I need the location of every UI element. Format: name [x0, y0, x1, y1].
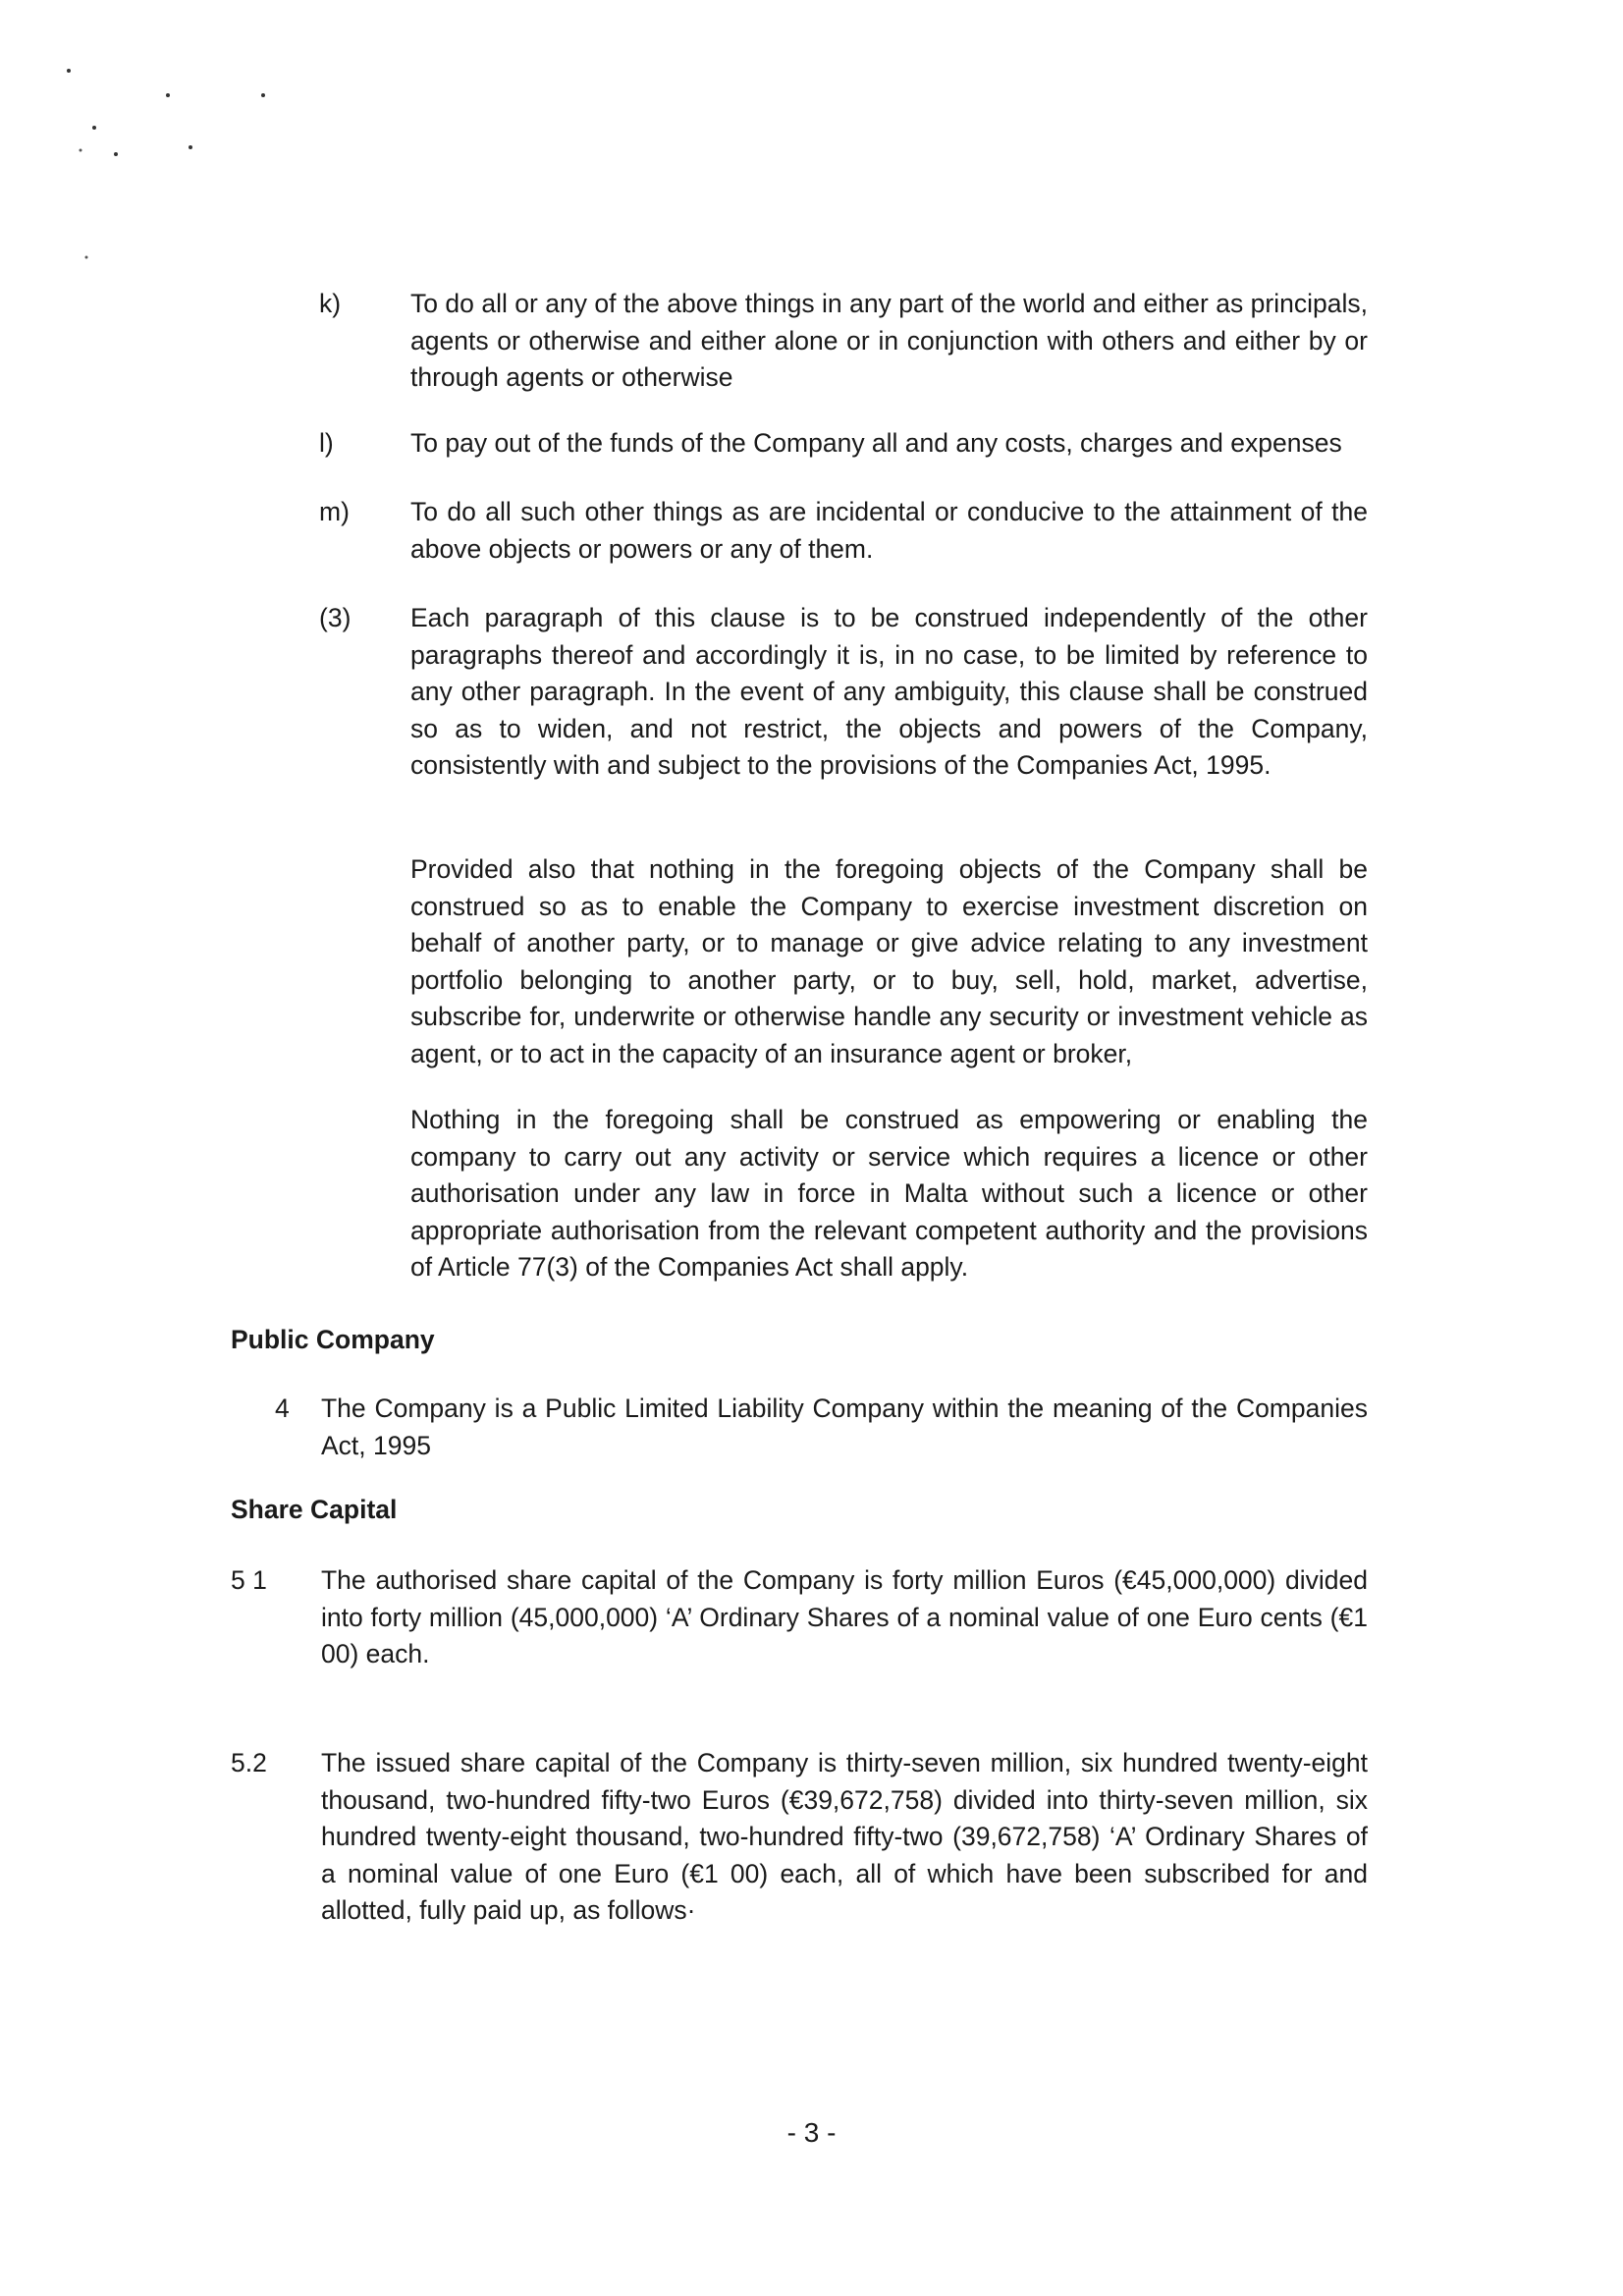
clause-m-text: To do all such other things as are incidental or conducive to the attainment of the above objects or powers or any of them.	[410, 497, 1368, 564]
clause-k-label: k)	[319, 289, 342, 318]
page-number: - 3 -	[786, 2117, 837, 2148]
clause-m-label: m)	[319, 497, 350, 526]
clause-4-text: The Company is a Public Limited Liability Company within the meaning of the Companies Act, 1995	[321, 1394, 1368, 1460]
clause-5-1-text: The authorised share capital of the Company is forty million Euros (€45,000,000) divided into forty million (45,000,000) ‘A’ Ordinary Shares of a nominal value of one Euro cents (€1 00) each.	[321, 1565, 1368, 1668]
scan-specks	[0, 0, 314, 295]
clause-k-text: To do all or any of the above things in any part of the world and either as principals, agents or otherwise and either alone or in conjunction with others and either by or through agents or otherwise	[410, 289, 1368, 392]
clause-3-text: Each paragraph of this clause is to be construed independently of the other paragraphs thereof and accordingly it is, in no case, to be limited by reference to any other paragraph. In the event of any ambiguity, this clause shall be construed so as to widen, and not restrict, the objects and powers of the Company, consistently with and subject to the provisions of the Companies Act, 1995.	[410, 603, 1368, 780]
clause-5-2-text: The issued share capital of the Company is thirty-seven million, six hundred twenty-eight thousand, two-hundred fifty-two Euros (€39,672,758) divided into thirty-seven million, six hundred twenty-eight thousand, two-hundred fifty-two (39,672,758) ‘A’ Ordinary Shares of a nominal value of one Euro (€1 00) each, all of which have been subscribed for and allotted, fully paid up, as follows·	[321, 1748, 1368, 1925]
share-capital-heading: Share Capital	[231, 1495, 398, 1524]
clause-4-label: 4	[275, 1394, 290, 1423]
clause-l-label: l)	[319, 428, 334, 458]
clause-l-text: To pay out of the funds of the Company all and any costs, charges and expenses	[410, 428, 1342, 458]
clause-5-2-label: 5.2	[231, 1748, 267, 1777]
clause-3-nothing: Nothing in the foregoing shall be construed as empowering or enabling the company to carry out any activity or service which requires a licence or other authorisation under any law in force in Malta without such a licence or other appropriate authorisation from the relevant competent authority and the provisions of Article 77(3) of the Companies Act shall apply.	[410, 1105, 1368, 1282]
clause-5-1-label: 5 1	[231, 1565, 267, 1595]
clause-3-label: (3)	[319, 603, 352, 632]
clause-3-proviso: Provided also that nothing in the foregoing objects of the Company shall be construed so as to enable the Company to exercise investment discretion on behalf of another party, or to manage or give advice relating to any investment portfolio belonging to another party, or to buy, sell, hold, market, advertise, subscribe for, underwrite or otherwise handle any security or investment vehicle as agent, or to act in the capacity of an insurance agent or broker,	[410, 854, 1368, 1068]
public-company-heading: Public Company	[231, 1325, 435, 1354]
